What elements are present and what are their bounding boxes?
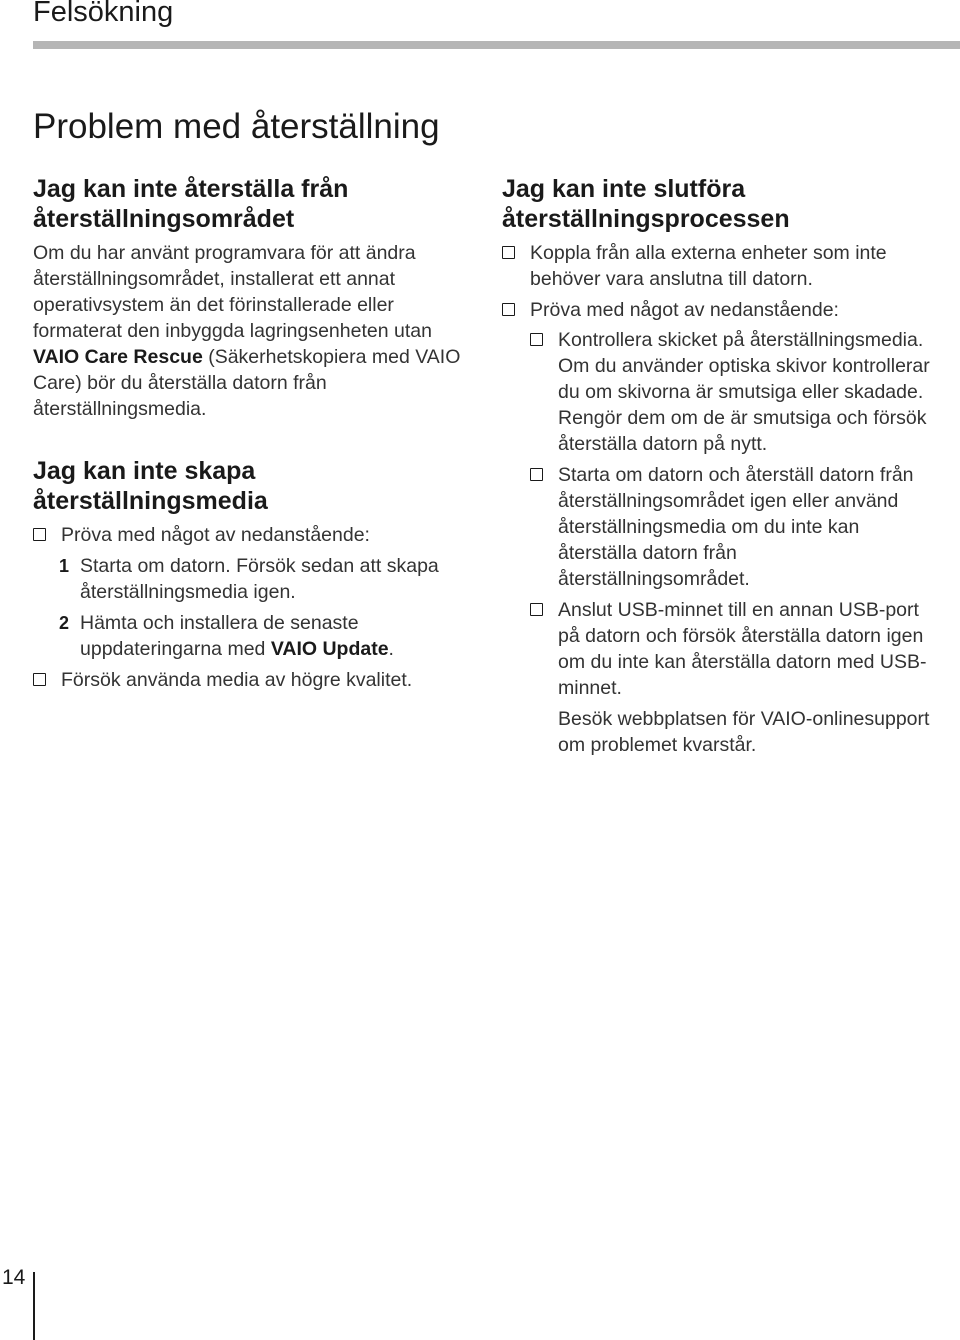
- list-item: [33, 522, 463, 548]
- numbered-steps: [33, 553, 463, 662]
- checkbox-icon: [502, 303, 515, 316]
- section-cannot-create-media: [33, 456, 463, 693]
- bold-product-name: VAIO Care Rescue: [33, 346, 203, 368]
- list-item-text: Koppla från alla externa enheter som inte behöver vara anslutna till datorn.: [530, 242, 887, 290]
- section-cannot-restore-from-area: [33, 174, 463, 422]
- paragraph-text: Om du har använt programvara för att ändra återställningsområdet, installerat ett annat operativsystem än det förinstallerade eller formaterat den inbyggda lagringsenheten utan: [33, 242, 432, 342]
- checkbox-list: [33, 667, 463, 693]
- support-note: Besök webbplatsen för VAIO-onlinesupport om problemet kvarstår.: [558, 708, 930, 756]
- step-number: 2: [59, 613, 70, 633]
- section-cannot-complete-recovery: [502, 174, 932, 758]
- nested-checkbox-list: [530, 327, 932, 701]
- list-item-text: Pröva med något av nedanstående:: [530, 299, 839, 321]
- running-header: Felsökning: [33, 0, 174, 28]
- checkbox-icon: [33, 673, 46, 686]
- page-title: Problem med återställning: [33, 107, 440, 146]
- step-item: [33, 610, 463, 662]
- step-text: .: [388, 638, 394, 660]
- section-heading: Jag kan inte slutföra återställningsprocessen: [502, 175, 790, 233]
- page-number: 14: [2, 1266, 26, 1289]
- nested-list-item: [530, 462, 932, 592]
- step-item: [33, 553, 463, 605]
- section-paragraph: [33, 240, 463, 422]
- bold-product-name: VAIO Update: [270, 638, 389, 660]
- checkbox-list: [33, 522, 463, 548]
- checkbox-icon: [530, 603, 543, 616]
- nested-list-item: [530, 597, 932, 701]
- step-number: 1: [59, 556, 70, 576]
- list-item: [33, 667, 463, 693]
- checkbox-icon: [502, 246, 515, 259]
- left-column: [33, 174, 463, 698]
- checkbox-icon: [33, 528, 46, 541]
- checkbox-list: [502, 240, 932, 758]
- list-item-text: Pröva med något av nedanstående:: [61, 524, 370, 546]
- paragraph-text: (Säkerhetskopiera med VAIO Care) bör du återställa datorn från återställningsmedia.: [33, 346, 461, 420]
- step-text: Hämta och installera de senaste uppdateringarna med: [80, 612, 359, 660]
- page-number-rule: [33, 1272, 35, 1340]
- list-item-text: Kontrollera skicket på återställningsmedia. Om du använder optiska skivor kontrollerar du om skivorna är smutsiga eller skadade. Rengör dem om de är smutsiga och försök återställa datorn på nytt.: [558, 329, 930, 455]
- step-text: Starta om datorn. Försök sedan att skapa återställningsmedia igen.: [80, 555, 439, 603]
- checkbox-icon: [530, 333, 543, 346]
- list-item-text: Försök använda media av högre kvalitet.: [61, 669, 413, 691]
- section-heading: Jag kan inte skapa återställningsmedia: [33, 457, 268, 515]
- list-item: [502, 297, 932, 758]
- header-rule: [33, 41, 960, 49]
- checkbox-icon: [530, 468, 543, 481]
- list-item-text: Anslut USB-minnet till en annan USB-port på datorn och försök återställa datorn igen om du inte kan återställa datorn med USB-minnet.: [558, 599, 927, 699]
- nested-list-item: [530, 327, 932, 457]
- list-item-text: Starta om datorn och återställ datorn från återställningsområdet igen eller använd återställningsmedia om du inte kan återställa datorn från återställningsområdet.: [558, 464, 914, 590]
- section-heading: Jag kan inte återställa från återställningsområdet: [33, 175, 349, 233]
- right-column: [502, 174, 932, 778]
- list-item: [502, 240, 932, 292]
